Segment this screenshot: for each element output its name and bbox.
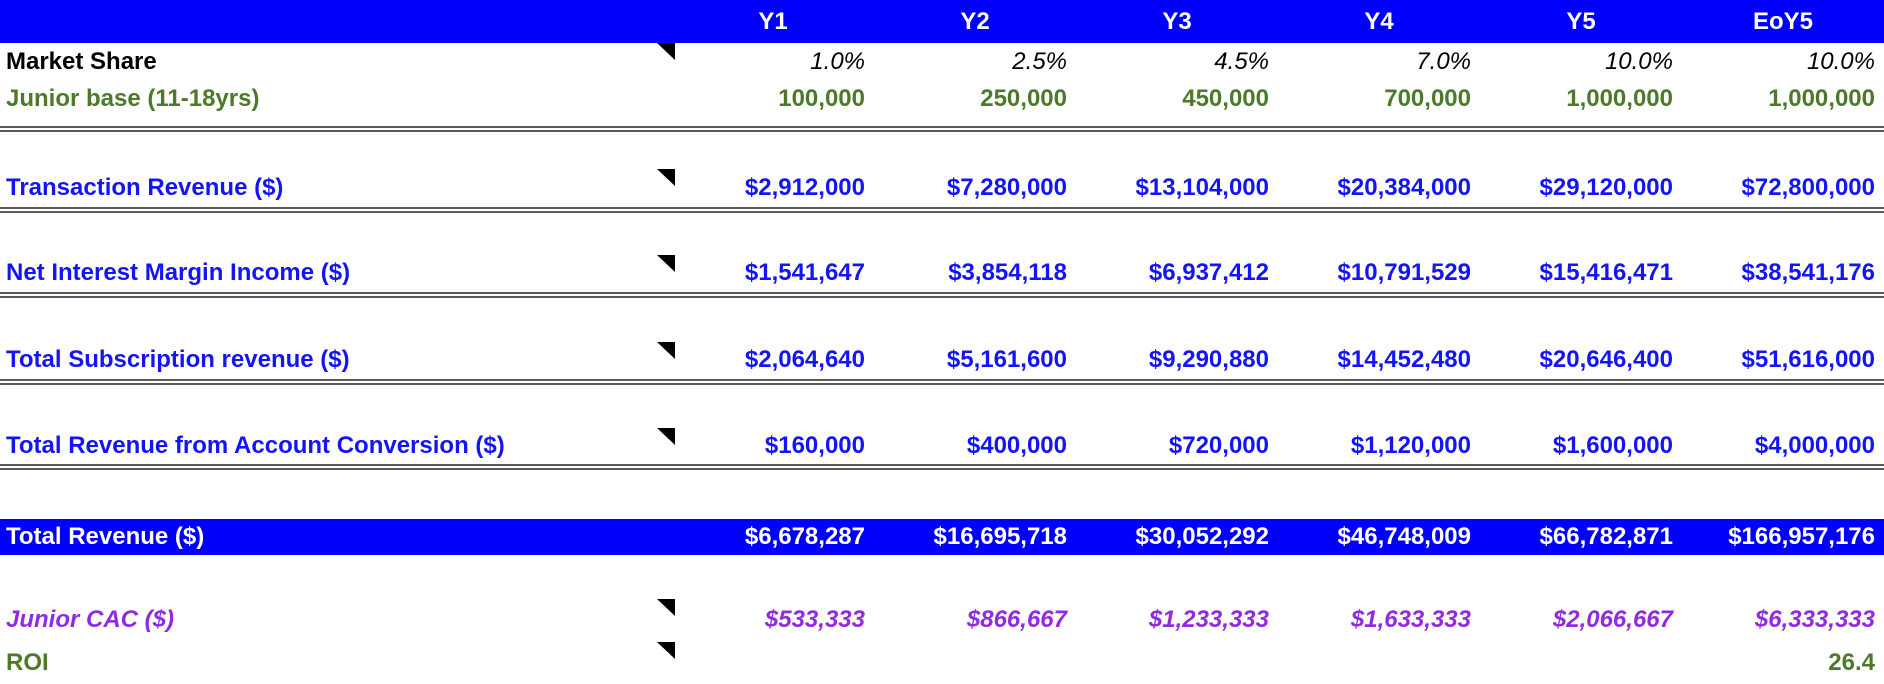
spacer-row — [0, 470, 1884, 519]
spacer-row — [0, 555, 1884, 598]
data-cell[interactable]: 250,000 — [980, 85, 1067, 112]
data-cell[interactable]: $6,678,287 — [744, 523, 865, 550]
row-label-cell[interactable]: Total Revenue from Account Conversion ($) — [6, 431, 505, 459]
data-cell[interactable]: $29,120,000 — [1539, 173, 1673, 201]
data-cell[interactable] — [1076, 641, 1278, 684]
data-cell[interactable]: $2,912,000 — [744, 173, 865, 201]
data-cell[interactable]: $38,541,176 — [1741, 259, 1875, 286]
data-cell[interactable]: $1,541,647 — [744, 259, 865, 286]
spacer-row — [0, 213, 1884, 254]
data-cell[interactable]: 700,000 — [1384, 85, 1471, 112]
data-cell[interactable]: $15,416,471 — [1539, 259, 1673, 286]
spacer-row — [0, 118, 1884, 132]
data-cell[interactable]: $1,600,000 — [1552, 431, 1673, 459]
data-cell[interactable]: $30,052,292 — [1135, 523, 1269, 550]
column-header-eoy5[interactable]: EoY5 — [1752, 7, 1814, 35]
data-cell[interactable]: 2.5% — [1012, 47, 1067, 75]
row-transaction-revenue — [0, 168, 1884, 213]
row-label-cell[interactable]: Market Share — [6, 47, 157, 75]
data-cell[interactable]: $20,646,400 — [1539, 346, 1673, 373]
data-cell[interactable]: $866,667 — [966, 605, 1067, 633]
data-cell[interactable]: $2,064,640 — [744, 346, 865, 373]
data-cell[interactable]: $7,280,000 — [946, 173, 1067, 201]
row-roi — [0, 641, 1884, 684]
column-header-y3[interactable]: Y3 — [1162, 7, 1192, 35]
data-cell[interactable]: $14,452,480 — [1337, 346, 1471, 373]
row-net-interest-margin-income — [0, 254, 1884, 298]
data-cell[interactable]: $1,233,333 — [1148, 605, 1269, 633]
data-cell[interactable]: $10,791,529 — [1337, 259, 1471, 286]
data-cell[interactable]: $66,782,871 — [1539, 523, 1673, 550]
data-cell[interactable]: $13,104,000 — [1135, 173, 1269, 201]
row-label-cell[interactable]: Junior CAC ($) — [6, 605, 174, 633]
data-cell[interactable]: $16,695,718 — [933, 523, 1067, 550]
row-label-cell[interactable]: Transaction Revenue ($) — [6, 173, 284, 201]
spacer-row — [0, 132, 1884, 168]
data-cell[interactable]: $20,384,000 — [1337, 173, 1471, 201]
row-market-share — [0, 43, 1884, 80]
data-cell[interactable] — [874, 641, 1076, 684]
data-cell[interactable]: $51,616,000 — [1741, 346, 1875, 373]
column-header-y2[interactable]: Y2 — [960, 7, 990, 35]
column-header-y5[interactable]: Y5 — [1566, 7, 1596, 35]
data-cell[interactable]: 1,000,000 — [1768, 85, 1875, 112]
data-cell[interactable]: $166,957,176 — [1728, 523, 1875, 550]
data-cell[interactable]: $4,000,000 — [1754, 431, 1875, 459]
data-cell[interactable]: $72,800,000 — [1741, 173, 1875, 201]
row-label-cell[interactable]: Net Interest Margin Income ($) — [6, 259, 351, 286]
row-junior-cac — [0, 598, 1884, 641]
spacer-row — [0, 298, 1884, 341]
data-cell[interactable]: 100,000 — [778, 85, 865, 112]
data-cell[interactable]: $1,633,333 — [1350, 605, 1471, 633]
header-row — [0, 0, 1884, 43]
row-label-cell[interactable]: Total Revenue ($) — [6, 523, 205, 550]
data-cell[interactable]: $6,333,333 — [1754, 605, 1875, 633]
row-label-cell[interactable]: ROI — [6, 648, 49, 676]
row-total-subscription-revenue — [0, 341, 1884, 385]
data-cell[interactable] — [672, 641, 874, 684]
data-cell[interactable]: 1.0% — [810, 47, 865, 75]
column-header-y4[interactable]: Y4 — [1364, 7, 1394, 35]
row-account-conversion-revenue — [0, 427, 1884, 470]
column-header-y1[interactable]: Y1 — [758, 7, 788, 35]
data-cell[interactable]: 10.0% — [1806, 47, 1875, 75]
data-cell[interactable]: $46,748,009 — [1337, 523, 1471, 550]
data-cell[interactable]: $2,066,667 — [1552, 605, 1673, 633]
data-cell[interactable]: $400,000 — [966, 431, 1067, 459]
data-cell[interactable]: $533,333 — [764, 605, 865, 633]
row-junior-base — [0, 80, 1884, 118]
data-cell[interactable]: 450,000 — [1182, 85, 1269, 112]
data-cell[interactable]: $3,854,118 — [948, 259, 1067, 286]
data-cell[interactable]: $720,000 — [1168, 431, 1269, 459]
data-cell[interactable]: 26.4 — [1828, 648, 1875, 676]
data-cell[interactable]: $1,120,000 — [1350, 431, 1471, 459]
header-corner-cell[interactable] — [0, 0, 672, 43]
data-cell[interactable]: $9,290,880 — [1148, 346, 1269, 373]
row-label-cell[interactable]: Total Subscription revenue ($) — [6, 346, 350, 373]
row-total-revenue — [0, 519, 1884, 555]
data-cell[interactable]: $5,161,600 — [946, 346, 1067, 373]
data-cell[interactable]: 4.5% — [1214, 47, 1269, 75]
row-label-cell[interactable]: Junior base (11-18yrs) — [6, 85, 260, 112]
data-cell[interactable] — [1480, 641, 1682, 684]
data-cell[interactable]: 10.0% — [1604, 47, 1673, 75]
data-cell[interactable]: $160,000 — [764, 431, 865, 459]
data-cell[interactable]: $6,937,412 — [1148, 259, 1269, 286]
data-cell[interactable]: 7.0% — [1416, 47, 1471, 75]
spacer-row — [0, 385, 1884, 427]
data-cell[interactable] — [1278, 641, 1480, 684]
data-cell[interactable]: 1,000,000 — [1566, 85, 1673, 112]
